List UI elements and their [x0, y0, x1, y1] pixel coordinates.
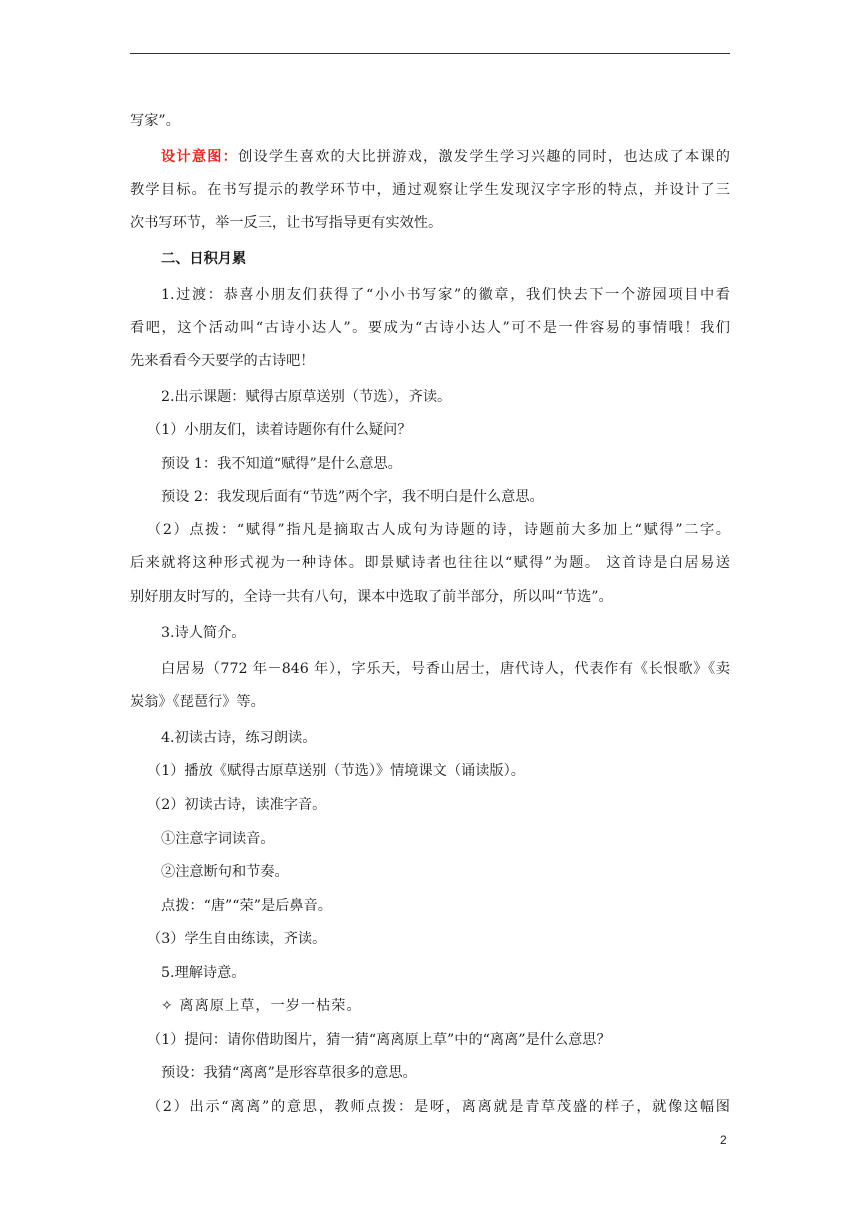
paragraph-line: 炭翁》《琵琶行》等。 — [130, 694, 265, 710]
paragraph-line: （1）小朋友们，读着诗题你有什么疑问？ — [147, 422, 412, 438]
paragraph-line: 4.初读古诗，练习朗读。 — [161, 730, 317, 746]
design-intent-line — [161, 147, 730, 167]
paragraph-line: 教学目标。在书写提示的教学环节中，通过观察让学生发现汉字字形的特点，并设计了三 — [130, 182, 730, 198]
design-intent-text: 创设学生喜欢的大比拼游戏，激发学生学习兴趣的同时，也达成了本课的 — [238, 149, 730, 165]
paragraph-line: 1.过渡：恭喜小朋友们获得了“小小书写家”的徽章，我们快去下一个游园项目中看 — [161, 287, 730, 303]
design-intent-label: 设计意图： — [161, 149, 239, 165]
paragraph-line: 先来看看今天要学的古诗吧！ — [130, 353, 315, 369]
paragraph-line: （3）学生自由练读，齐读。 — [147, 931, 327, 947]
paragraph-line: 看吧，这个活动叫“古诗小达人”。要成为“古诗小达人”可不是一件容易的事情哦！我们 — [130, 320, 730, 336]
paragraph-line: （1）提问：请你借助图片，猜一猜“离离原上草”中的“离离”是什么意思？ — [147, 1032, 611, 1048]
paragraph-line: 写家”。 — [130, 113, 180, 129]
section-heading: 二、日积月累 — [161, 251, 247, 267]
header-rule — [130, 53, 730, 54]
paragraph-line: （2）出示“离离”的意思，教师点拨：是呀，离离就是青草茂盛的样子，就像这幅图 — [147, 1099, 730, 1115]
paragraph-line: 点拨：“唐”“荣”是后鼻音。 — [161, 898, 332, 914]
paragraph-line: 3.诗人简介。 — [161, 625, 246, 641]
paragraph-line: （2）初读古诗，读准字音。 — [147, 797, 327, 813]
paragraph-line: ①注意字词读音。 — [161, 831, 275, 847]
poem-line: ✧ 离离原上草，一岁一枯荣。 — [161, 998, 362, 1014]
page-number: 2 — [720, 1133, 727, 1147]
paragraph-line: （1）播放《赋得古原草送别（节选）》情境课文（诵读版）。 — [147, 763, 525, 779]
paragraph-line: ②注意断句和节奏。 — [161, 864, 289, 880]
paragraph-line: 白居易（772 年－846 年），字乐天，号香山居士，唐代诗人，代表作有《长恨歌》《卖 — [161, 661, 730, 677]
paragraph-line: 预设 1：我不知道“赋得”是什么意思。 — [161, 456, 402, 472]
paragraph-line: 别好朋友时写的，全诗一共有八句，课本中选取了前半部分，所以叫“节选”。 — [130, 589, 613, 605]
paragraph-line: 5.理解诗意。 — [161, 965, 246, 981]
paragraph-line: 预设：我猜“离离”是形容草很多的意思。 — [161, 1065, 417, 1081]
paragraph-line: 2.出示课题：赋得古原草送别（节选），齐读。 — [161, 389, 452, 405]
paragraph-line: 后来就将这种形式视为一种诗体。即景赋诗者也往往以“赋得”为题。 这首诗是白居易送 — [130, 555, 730, 571]
paragraph-line: （2）点拨：“赋得”指凡是摘取古人成句为诗题的诗，诗题前大多加上“赋得”二字。 — [147, 522, 730, 538]
paragraph-line: 预设 2：我发现后面有“节选”两个字，我不明白是什么意思。 — [161, 489, 544, 505]
paragraph-line: 次书写环节，举一反三，让书写指导更有实效性。 — [130, 215, 443, 231]
